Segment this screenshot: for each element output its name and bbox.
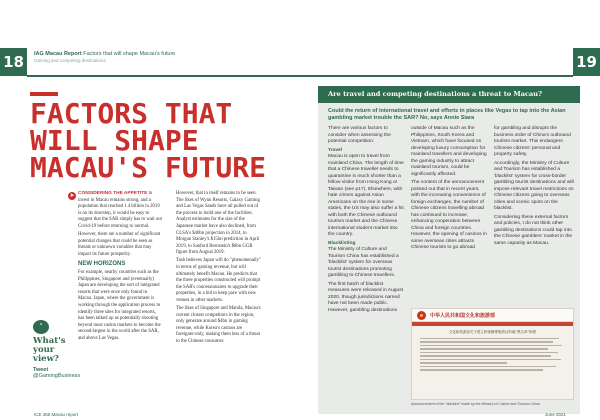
paragraph: The first batch of blacklist measures were released in August 2020, though jurisdictions named have not been made public. However, gambling destinations bbox=[328, 281, 404, 313]
section-label bbox=[34, 51, 175, 63]
header-rule bbox=[27, 75, 573, 77]
arrow-right-icon: ➤ bbox=[69, 193, 75, 199]
footer-left: ICE 365 Macau report bbox=[34, 412, 79, 417]
article-title bbox=[30, 97, 290, 184]
paragraph: The content of the announcement pointed out that in recent years, with the increasing convenience of foreign exchanges, the number of Chinese citizens travelling abroad has continued to increase, enhancing cooperation between China and foreign countries. However, the opening of casinos in some overseas cities attracts Chinese tourists to go abroad bbox=[411, 180, 487, 250]
subheading-travel: Travel bbox=[328, 147, 343, 153]
subheading-blacklisting: Blacklisting bbox=[328, 240, 356, 246]
paragraph: However, there are a number of significant potential changes that could be seen as threats or unknown variables that may impact its future prosperity. bbox=[78, 232, 161, 257]
announcement-screenshot bbox=[411, 308, 574, 400]
title-line-1: FACTORS THAT bbox=[30, 97, 233, 130]
article-column-2 bbox=[176, 191, 262, 347]
title-line-2: WILL SHAPE bbox=[30, 124, 199, 157]
page-number-right: 19 bbox=[573, 48, 600, 76]
lead-in: CONSIDERING THE APPETITE bbox=[78, 191, 148, 196]
page-header bbox=[0, 48, 600, 79]
paragraph: CONSIDERING THE APPETITE to invest in Macau remains strong, and a population that reached 1.4 billion in 2019 is on its doorstep, it would be easy to suggest that the SAR simply has to wait out Covid-19 before returning to normal. bbox=[78, 191, 162, 229]
section-label-rest: Factors that will shape Macau's future bbox=[81, 51, 176, 57]
section-label-bold: IAG Macau Report bbox=[34, 51, 82, 57]
box-lead: Could the return of international travel and efforts in places like Vegas to tap into the Asian gambling market trouble the SAR? No, says Annie Siara bbox=[328, 108, 566, 121]
page-number-left: 18 bbox=[0, 48, 27, 76]
box-column-1 bbox=[328, 126, 405, 316]
screenshot-header bbox=[412, 309, 573, 322]
national-emblem-icon bbox=[417, 311, 426, 320]
box-column-3 bbox=[494, 126, 574, 249]
screenshot-heading: 文化和旅游部关于建立跨境赌博旅游目的地"黑名单"制度 bbox=[448, 330, 537, 334]
paragraph: There are various factors to consider when assessing the potential competition: bbox=[328, 126, 391, 144]
section-sublabel: Gaming and competing destinations bbox=[34, 58, 106, 63]
twitter-handle[interactable]: @GamingBusiness bbox=[33, 373, 81, 379]
subheading-new-horizons: NEW HORIZONS bbox=[78, 261, 126, 268]
paragraph: The likes of Singapore and Manila, Macau's current closest competitors in the region, only generate around $4bn in gaming revenue, while Korea's casinos are foreigner-only, making them less of a threat to the Chinese consumer. bbox=[176, 306, 261, 345]
image-caption: Announcement of the "blacklist" made by the Ministry of Culture and Tourism China bbox=[411, 402, 540, 406]
speech-bubble-icon: “ bbox=[33, 320, 49, 334]
paragraph: Tash believes Japan will do "phenomenally" in terms of gaming revenue, but will ultimately benefit Macau. He predicts that the three properties constructed will prompt the SAR's concessionaires to upgrade their properties, in a bid to keep pace with new venues in other markets. bbox=[176, 258, 261, 303]
tweet-label: Tweet bbox=[33, 367, 49, 373]
article-column-1 bbox=[78, 191, 162, 344]
tweet-cta[interactable] bbox=[33, 367, 81, 379]
screenshot-nav-bar bbox=[412, 322, 573, 326]
view-question: What's your view? bbox=[33, 336, 66, 364]
box-title: Are travel and competing destinations a threat to Macau? bbox=[318, 86, 580, 103]
paragraph: for gambling and disrupts the business order of China's outbound tourism market. This endangers Chinese citizens' personal and property safety. bbox=[494, 126, 571, 157]
paragraph: However, that in itself remains to be seen. The likes of Wynn Resorts, Galaxy Gaming and Las Vegas Sands have all pulled out of the process to build one of the facilities. Analyst estimates for the size of the Japanese market have also declined, from CLSA's $40bn projection in 2014, to Morgan Stanley's $15bn prediction in April 2019, to Sanford Bernstein's $8bn GGR figure from August 2019. bbox=[176, 191, 260, 256]
screenshot-text-lines bbox=[412, 335, 573, 376]
paragraph: Considering these external factors and policies, I do not think other gambling destinations could tap into the Chinese gamblers' market in the same capacity as Macau. bbox=[494, 214, 573, 246]
paragraph: For example, nearby countries such as the Philippines, Singapore and (eventually) Japan are developing the sort of integrated resorts that were once only found in Macau. Japan, where the government is working through the application process to identify three sites for integrated resorts, has been talked up as potentially shooting beyond most casino markets to become the second-largest in the world after the SAR, and above Las Vegas. bbox=[78, 270, 161, 341]
title-line-3: MACAU'S FUTURE bbox=[30, 151, 267, 184]
whats-your-view bbox=[33, 320, 81, 379]
title-accent-bar bbox=[30, 92, 58, 96]
paragraph: Macau is open to travel from mainland China. The length of time that a Chinese traveller needs to quarantine is much shorter than a fellow visitor from Hong Kong or Taiwan (see p17). Elsewhere, with hate crimes against Asian Americans on the rise in some states, the US may also suffer a hit with both the Chinese outbound tourism market and the Chinese international student market into the country. bbox=[328, 154, 404, 237]
paragraph: The Ministry of Culture and Tourism China has established a 'blacklist' system for overseas tourist destinations promoting gambling to Chinese travellers. bbox=[328, 247, 399, 278]
paragraph: Accordingly, the Ministry of Culture and Tourism has established a 'blacklist' system for cross-border gambling tourist destinations and will impose relevant travel restrictions on Chinese citizens going to overseas cities and scenic spots on the blacklist. bbox=[494, 160, 574, 211]
sidebar-box bbox=[318, 86, 580, 414]
paragraph: outside of Macau such as the Philippines, South Korea and Vietnam, which have focused on developing luxury consumption for mainland travellers and developing the gaming industry to attract mainland tourism, could be significantly affected. bbox=[411, 126, 487, 177]
screenshot-site-title: 中华人民共和国文化和旅游部 bbox=[430, 312, 496, 319]
footer-right: June 2021 bbox=[544, 412, 566, 417]
box-column-2 bbox=[411, 126, 489, 254]
